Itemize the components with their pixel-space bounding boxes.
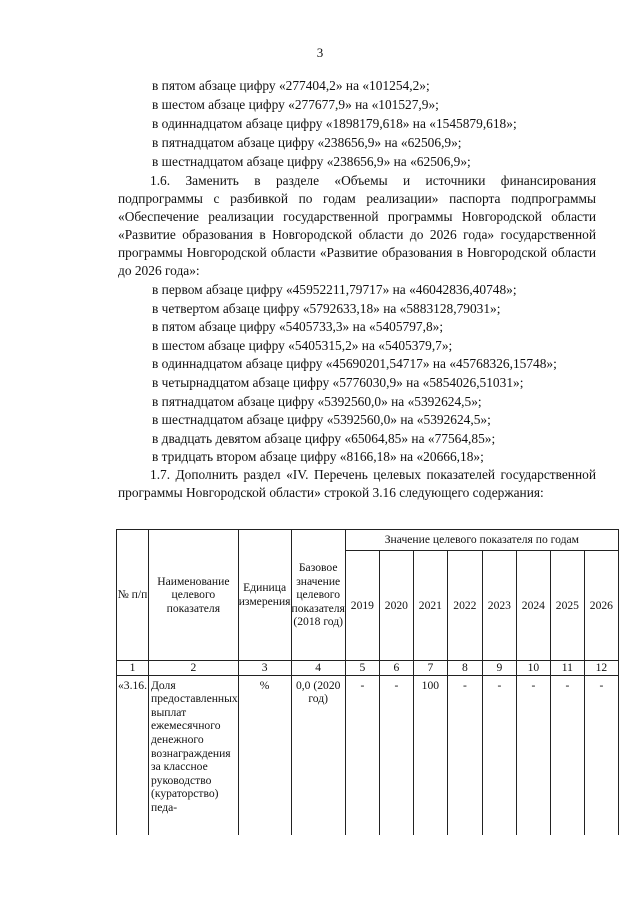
- header-year: 2026: [584, 551, 618, 661]
- header-year: 2020: [379, 551, 413, 661]
- header-year: 2024: [516, 551, 550, 661]
- index-cell: 3: [238, 661, 291, 676]
- table-index-row: [117, 661, 619, 676]
- paragraph-1-6: [118, 172, 596, 281]
- header-base: Базовое значение целевого показателя (2018 год): [291, 530, 345, 661]
- page-number: 3: [316, 45, 324, 60]
- row-value: -: [447, 675, 482, 835]
- header-years-group: Значение целевого показателя по годам: [345, 530, 618, 551]
- amendment-line: в шестнадцатом абзаце цифру «238656,9» на «62506,9»;: [152, 154, 471, 169]
- row-name: Доля предоставленных выплат ежемесячного денежного вознаграждения за классное руководство (кураторство) педа-: [149, 675, 239, 835]
- amendment-line: в пятнадцатом абзаце цифру «238656,9» на «62506,9»;: [152, 135, 462, 150]
- row-value: 100: [413, 675, 447, 835]
- index-cell: 1: [117, 661, 149, 676]
- row-value: -: [516, 675, 550, 835]
- indicators-table: [116, 529, 619, 835]
- amendment-line: в четырнадцатом абзаце цифру «5776030,9» на «5854026,51031»;: [152, 375, 524, 390]
- header-year: 2025: [550, 551, 584, 661]
- index-cell: 5: [345, 661, 379, 676]
- amendment-line: в двадцать девятом абзаце цифру «65064,85» на «77564,85»;: [152, 431, 496, 446]
- index-cell: 12: [584, 661, 618, 676]
- row-value: -: [482, 675, 516, 835]
- row-unit: %: [238, 675, 291, 835]
- header-year: 2022: [447, 551, 482, 661]
- amendment-line: в шестом абзаце цифру «277677,9» на «101527,9»;: [152, 97, 439, 112]
- header-unit: Единица измерения: [238, 530, 291, 661]
- amendment-line: в пятом абзаце цифру «277404,2» на «101254,2»;: [152, 78, 430, 93]
- header-year: 2023: [482, 551, 516, 661]
- index-cell: 8: [447, 661, 482, 676]
- amendment-line: в тридцать втором абзаце цифру «8166,18» на «20666,18»;: [152, 449, 484, 464]
- row-value: -: [379, 675, 413, 835]
- amendment-line: в первом абзаце цифру «45952211,79717» на «46042836,40748»;: [152, 282, 517, 297]
- amendment-line: в одиннадцатом абзаце цифру «1898179,618» на «1545879,618»;: [152, 116, 517, 131]
- header-year: 2019: [345, 551, 379, 661]
- row-num: «3.16.: [117, 675, 149, 835]
- header-num: № п/п: [117, 530, 149, 661]
- table-header-row: [117, 530, 619, 551]
- index-cell: 11: [550, 661, 584, 676]
- row-value: -: [345, 675, 379, 835]
- paragraph-1-7-text: 1.7. Дополнить раздел «IV. Перечень целевых показателей государственной программы Новгородской области» строкой 3.16 следующего содержания:: [118, 467, 596, 501]
- amendment-line: в одиннадцатом абзаце цифру «45690201,54717» на «45768326,15748»;: [152, 356, 557, 371]
- index-cell: 2: [149, 661, 239, 676]
- amendment-line: в шестом абзаце цифру «5405315,2» на «5405379,7»;: [152, 338, 453, 353]
- amendment-line: в четвертом абзаце цифру «5792633,18» на «5883128,79031»;: [152, 301, 501, 316]
- index-cell: 7: [413, 661, 447, 676]
- index-cell: 10: [516, 661, 550, 676]
- header-year: 2021: [413, 551, 447, 661]
- table-row: [117, 675, 619, 835]
- index-cell: 6: [379, 661, 413, 676]
- index-cell: 9: [482, 661, 516, 676]
- row-base: 0,0 (2020 год): [291, 675, 345, 835]
- paragraph-1-6-text: 1.6. Заменить в разделе «Объемы и источники финансирования подпрограммы с разбивкой по годам реализации» паспорта подпрограммы «Обеспечение реализации государственной программы Новгородской области «Развитие образования в Новгородской области до 2026 года» государственной программы Новгородской области «Развитие образования в Новгородской области до 2026 года»:: [118, 173, 596, 279]
- amendment-line: в шестнадцатом абзаце цифру «5392560,0» на «5392624,5»;: [152, 412, 491, 427]
- amendment-line: в пятнадцатом абзаце цифру «5392560,0» на «5392624,5»;: [152, 394, 482, 409]
- row-value: -: [584, 675, 618, 835]
- header-name: Наименование целевого показателя: [149, 530, 239, 661]
- paragraph-1-7: [118, 466, 596, 502]
- index-cell: 4: [291, 661, 345, 676]
- row-value: -: [550, 675, 584, 835]
- amendment-line: в пятом абзаце цифру «5405733,3» на «5405797,8»;: [152, 319, 444, 334]
